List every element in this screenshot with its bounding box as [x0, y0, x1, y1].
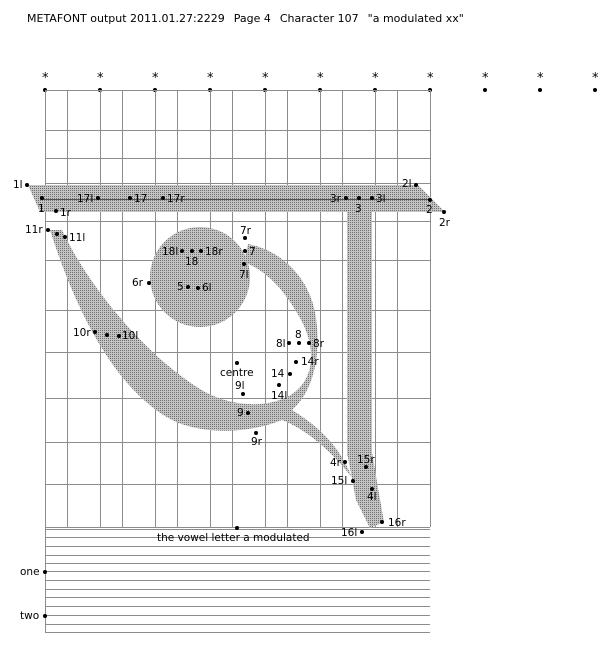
label-18: 18 — [185, 256, 199, 268]
header-program: METAFONT output — [27, 12, 127, 25]
star-mark: * — [97, 71, 104, 86]
star-mark: * — [207, 71, 214, 86]
star-mark: * — [152, 71, 159, 86]
star-mark: * — [427, 71, 434, 86]
label-10r: 10r — [73, 327, 91, 339]
label-14r: 14r — [301, 356, 319, 368]
label-9r: 9r — [251, 436, 262, 448]
label-16r: 16r — [388, 517, 406, 529]
label-11r: 11r — [25, 224, 43, 236]
star-row — [42, 71, 599, 86]
label-3: 3 — [355, 203, 362, 215]
label-17r: 17r — [167, 193, 185, 205]
star-mark: * — [592, 71, 599, 86]
label-6r: 6r — [132, 277, 143, 289]
label-8r: 8r — [313, 338, 324, 350]
label-7: 7 — [249, 246, 256, 258]
rule-label-one: one — [20, 566, 40, 578]
label-16l: 16l — [341, 527, 358, 539]
star-mark: * — [537, 71, 544, 86]
label-2: 2 — [426, 204, 433, 216]
label-18r: 18r — [205, 246, 223, 258]
label-14l: 14l — [271, 390, 288, 402]
label-1l: 1l — [13, 179, 23, 191]
label-8: 8 — [295, 329, 302, 341]
label-3r: 3r — [330, 193, 341, 205]
label-14: 14 — [271, 368, 285, 380]
star-mark: * — [482, 71, 489, 86]
header-character: Character 107 — [279, 12, 359, 25]
glyph-stem — [347, 200, 372, 456]
label-2r: 2r — [439, 217, 450, 229]
label-2l: 2l — [402, 178, 412, 190]
label-5: 5 — [177, 281, 184, 293]
label-17: 17 — [134, 193, 148, 205]
label-11l: 11l — [69, 232, 86, 244]
label-centre: centre — [220, 367, 254, 379]
caption: the vowel letter a modulated — [157, 532, 310, 544]
star-mark: * — [42, 71, 49, 86]
label-1: 1 — [38, 203, 45, 215]
star-mark: * — [372, 71, 379, 86]
label-17l: 17l — [77, 193, 94, 205]
label-3l: 3l — [376, 193, 386, 205]
glyph — [28, 185, 445, 528]
label-4r: 4r — [330, 457, 341, 469]
star-mark: * — [262, 71, 269, 86]
label-8l: 8l — [276, 338, 286, 350]
label-1r: 1r — [60, 207, 71, 219]
label-18l: 18l — [162, 246, 179, 258]
label-9: 9 — [237, 407, 244, 419]
label-10l: 10l — [122, 330, 139, 342]
label-15r: 15r — [357, 454, 375, 466]
header-page: Page 4 — [233, 12, 271, 25]
star-mark: * — [317, 71, 324, 86]
label-7l: 7l — [239, 269, 249, 281]
header-char-name: "a modulated xx" — [367, 12, 464, 25]
header-timestamp: 2011.01.27:2229 — [130, 12, 225, 25]
label-7r: 7r — [240, 225, 251, 237]
glyph-bowl — [150, 227, 250, 327]
label-6l: 6l — [202, 282, 212, 294]
label-15l: 15l — [331, 475, 348, 487]
rule-label-two: two — [20, 610, 40, 622]
label-9l: 9l — [235, 380, 245, 392]
label-4l: 4l — [367, 491, 377, 503]
